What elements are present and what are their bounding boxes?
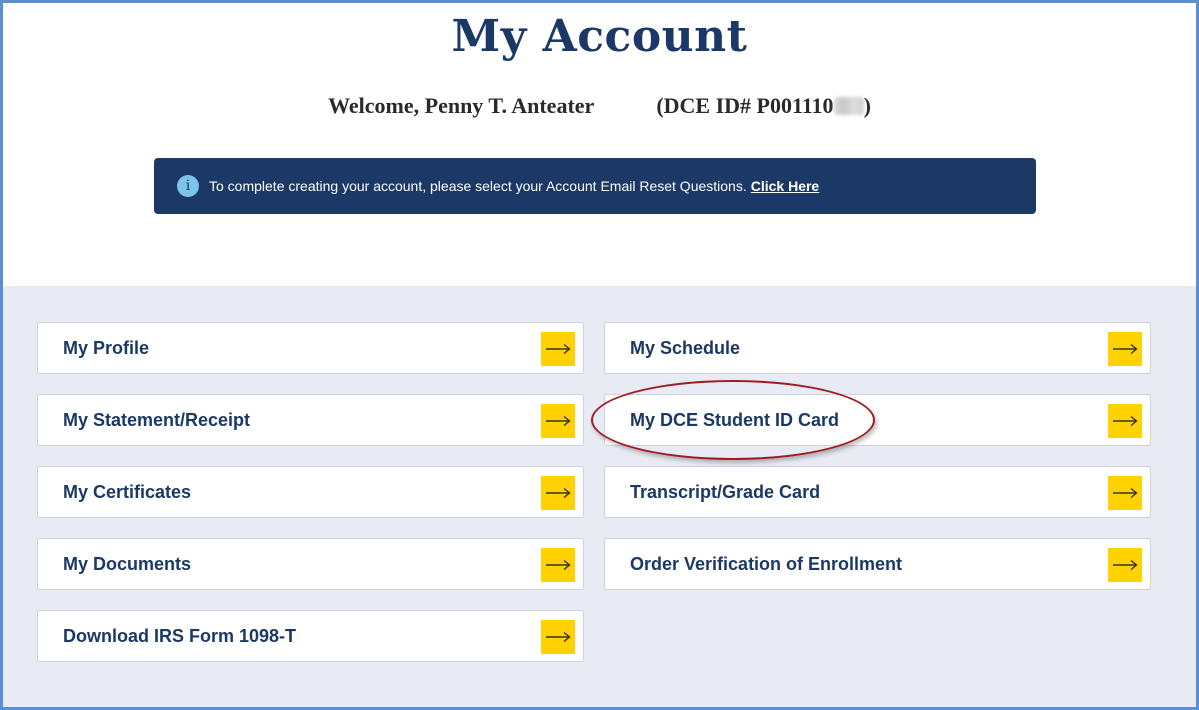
header-area	[3, 3, 1196, 286]
dce-id: (DCE ID# P001110	[656, 93, 834, 118]
page-title: My Account	[451, 11, 748, 62]
menu-card-my-profile[interactable]	[37, 322, 584, 374]
menu-card-my-schedule[interactable]	[604, 322, 1151, 374]
welcome-line	[3, 93, 1196, 119]
account-notice-banner	[154, 158, 1036, 214]
menu-card-label: My Profile	[63, 337, 150, 358]
arrow-right-icon[interactable]	[1108, 548, 1142, 582]
notice-message: To complete creating your account, please select your Account Email Reset Questions.	[209, 178, 747, 194]
arrow-right-icon[interactable]	[1108, 404, 1142, 438]
dce-id-close: )	[863, 93, 871, 118]
menu-card-my-dce-student-id-card[interactable]	[604, 394, 1151, 446]
arrow-right-icon[interactable]	[541, 548, 575, 582]
click-here-link[interactable]: Click Here	[750, 178, 820, 194]
menu-card-my-statement-receipt[interactable]	[37, 394, 584, 446]
menu-card-my-documents[interactable]	[37, 538, 584, 590]
menu-card-label: Transcript/Grade Card	[630, 481, 821, 502]
menu-card-transcript-grade-card[interactable]	[604, 466, 1151, 518]
arrow-right-icon[interactable]	[541, 476, 575, 510]
menu-card-download-irs-1098t[interactable]	[37, 610, 584, 662]
arrow-right-icon[interactable]	[541, 332, 575, 366]
menu-card-label: My DCE Student ID Card	[630, 409, 840, 430]
arrow-right-icon[interactable]	[1108, 332, 1142, 366]
info-icon: i	[177, 175, 199, 197]
menu-card-order-verification-of-enrollment[interactable]	[604, 538, 1151, 590]
menu-card-label: My Schedule	[630, 337, 741, 358]
welcome-text: Welcome, Penny T. Anteater	[328, 93, 595, 118]
menu-card-label: My Documents	[63, 553, 192, 574]
redacted-id-digits	[834, 97, 864, 115]
arrow-right-icon[interactable]	[541, 404, 575, 438]
arrow-right-icon[interactable]	[1108, 476, 1142, 510]
account-menu-panel	[3, 286, 1196, 707]
menu-card-label: Download IRS Form 1098-T	[63, 625, 297, 646]
menu-card-label: My Statement/Receipt	[63, 409, 251, 430]
menu-card-my-certificates[interactable]	[37, 466, 584, 518]
menu-card-label: My Certificates	[63, 481, 192, 502]
menu-card-label: Order Verification of Enrollment	[630, 553, 903, 574]
arrow-right-icon[interactable]	[541, 620, 575, 654]
